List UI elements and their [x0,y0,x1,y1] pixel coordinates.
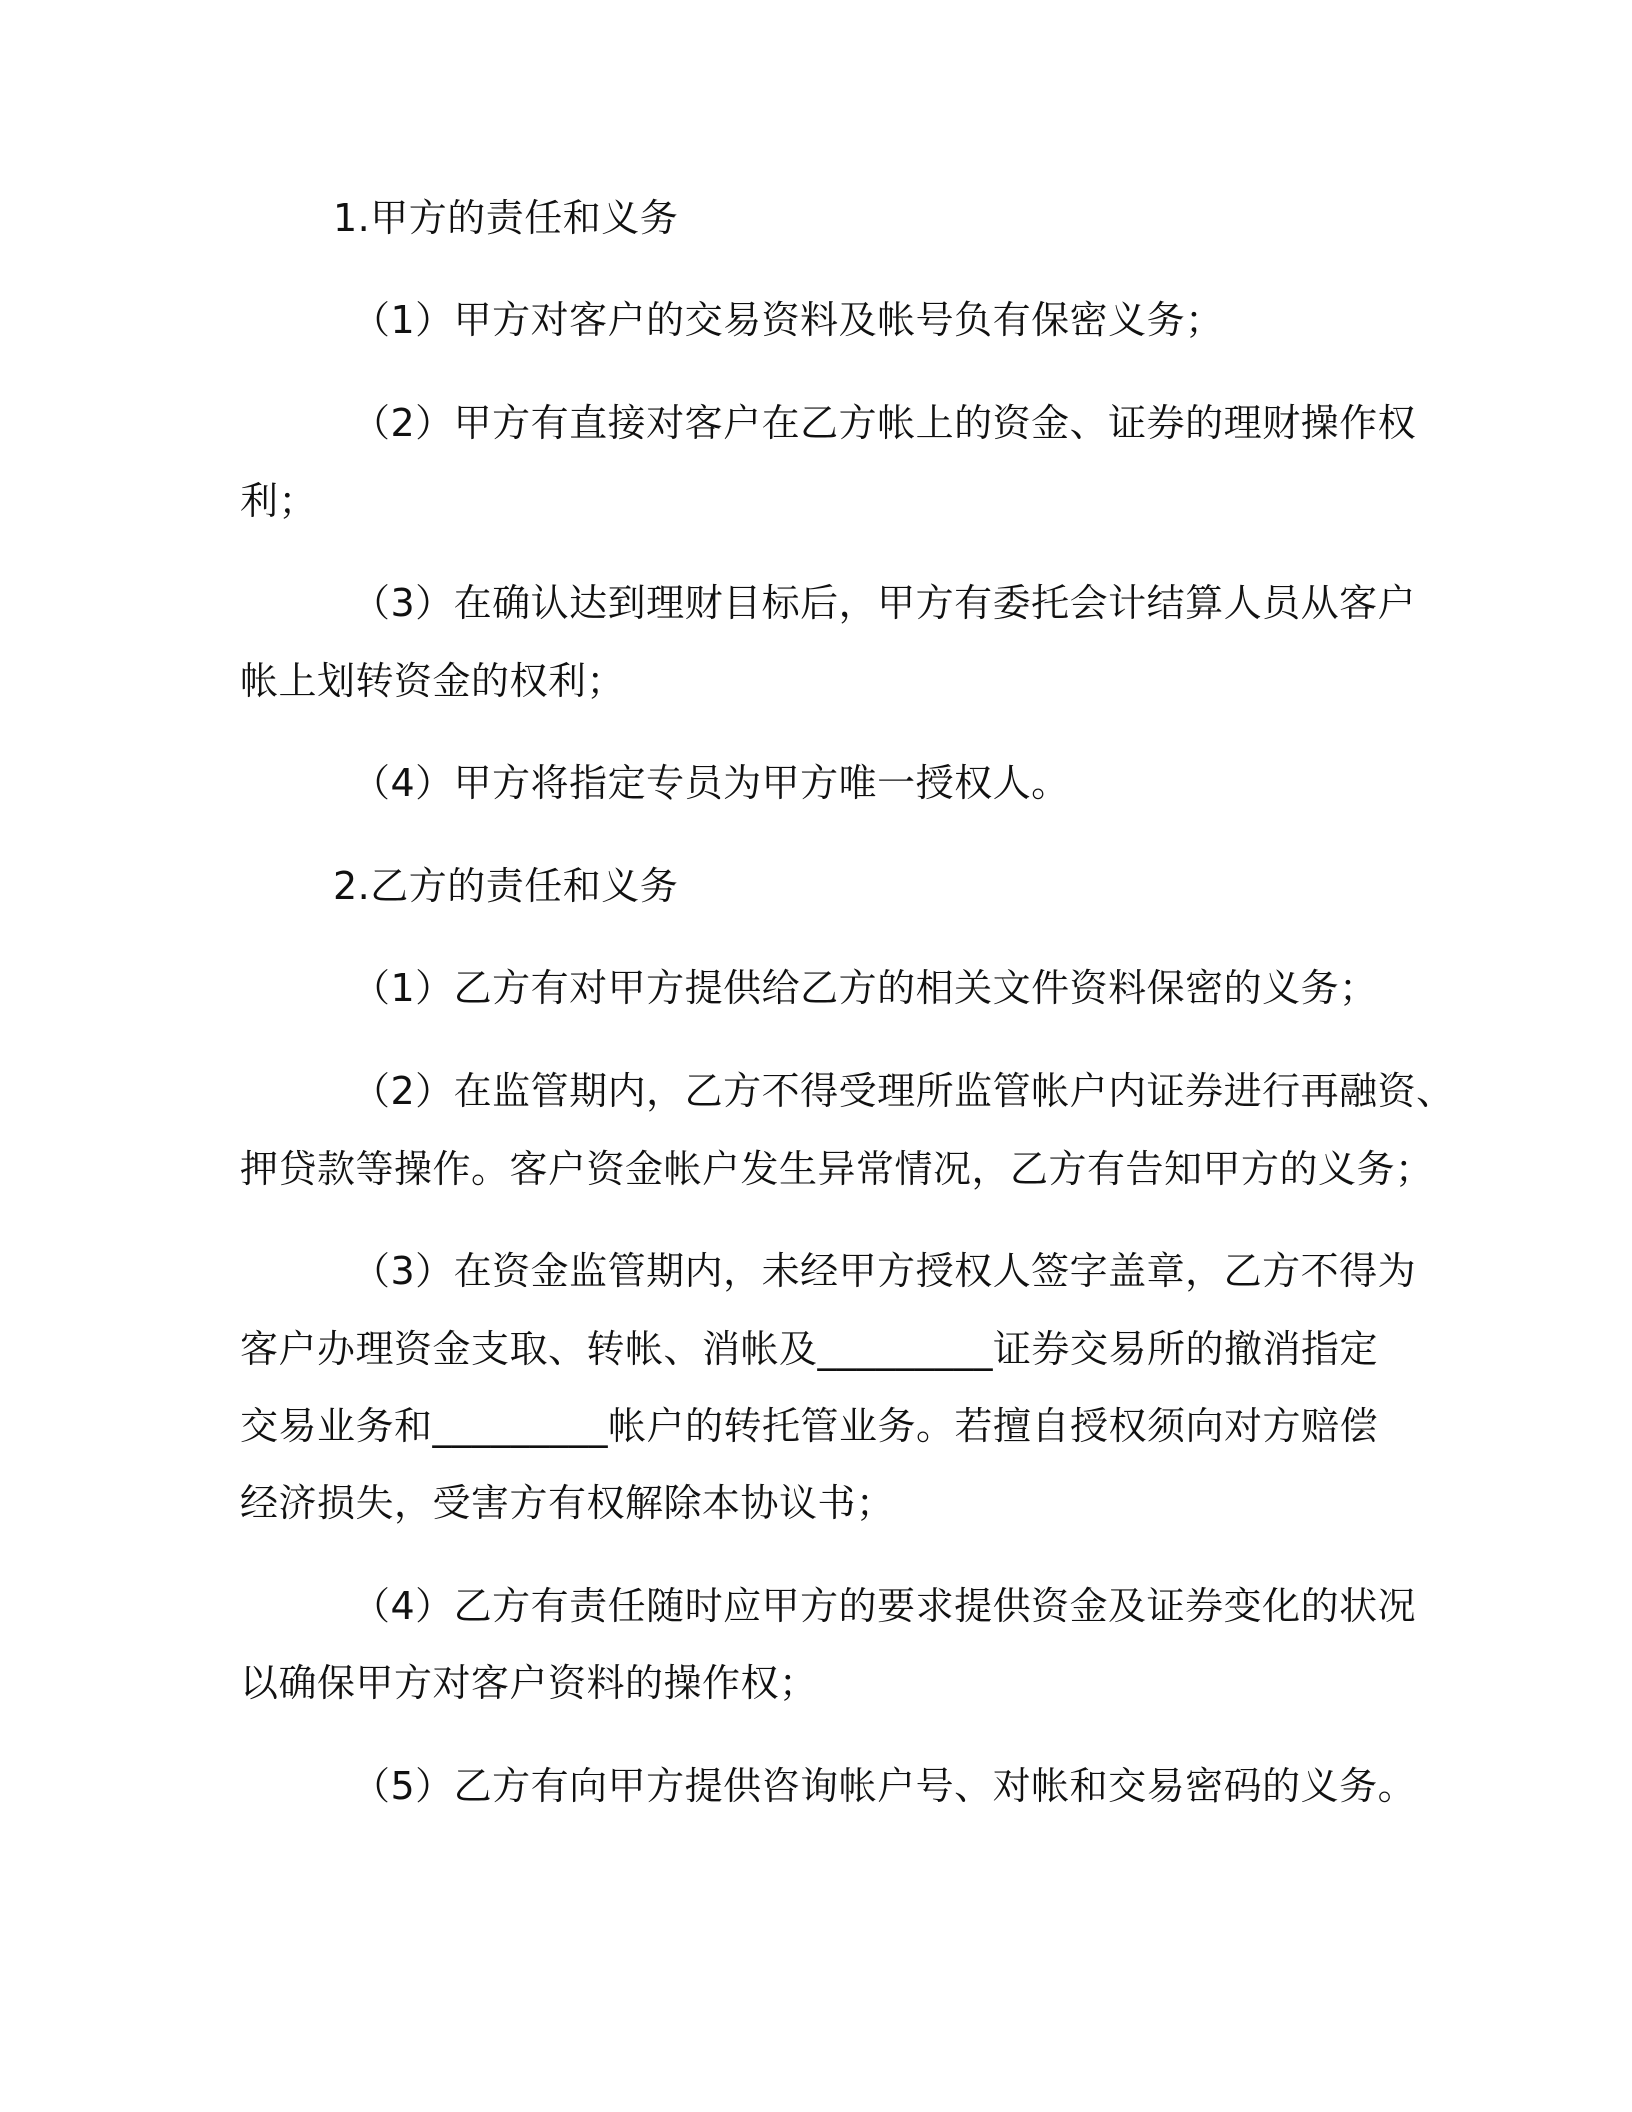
section1-item2-line2: 利； [240,479,318,523]
section2-item4-line2: 以确保甲方对客户资料的操作权； [240,1661,818,1705]
section1-item1: （1）甲方对客户的交易资料及帐号负有保密义务； [352,298,1224,342]
section2-item5: （5）乙方有向甲方提供咨询帐户号、对帐和交易密码的义务。 [352,1764,1417,1808]
section1-item3-line1: （3）在确认达到理财目标后，甲方有委托会计结算人员从客户 [352,581,1417,625]
section2-item3-line2: 客户办理资金支取、转帐、消帐及_________证券交易所的撤消指定 [240,1327,1379,1371]
section1-heading: 1.甲方的责任和义务 [333,196,679,240]
section1-item3-line2: 帐上划转资金的权利； [240,659,626,703]
section1-item4: （4）甲方将指定专员为甲方唯一授权人。 [352,761,1070,805]
section2-heading: 2.乙方的责任和义务 [333,864,679,908]
section2-item3-line3: 交易业务和_________帐户的转托管业务。若擅自授权须向对方赔偿 [240,1404,1379,1448]
section2-item3-line1: （3）在资金监管期内，未经甲方授权人签字盖章，乙方不得为 [352,1249,1417,1293]
section2-item2-line1: （2）在监管期内，乙方不得受理所监管帐户内证券进行再融资、 [352,1069,1455,1113]
section1-item2-line1: （2）甲方有直接对客户在乙方帐上的资金、证券的理财操作权 [352,401,1417,445]
section2-item1: （1）乙方有对甲方提供给乙方的相关文件资料保密的义务； [352,966,1378,1010]
section2-item2-line2: 押贷款等操作。客户资金帐户发生异常情况，乙方有告知甲方的义务； [240,1147,1434,1191]
section2-item3-line4: 经济损失，受害方有权解除本协议书； [240,1481,895,1525]
section2-item4-line1: （4）乙方有责任随时应甲方的要求提供资金及证券变化的状况 [352,1584,1417,1628]
